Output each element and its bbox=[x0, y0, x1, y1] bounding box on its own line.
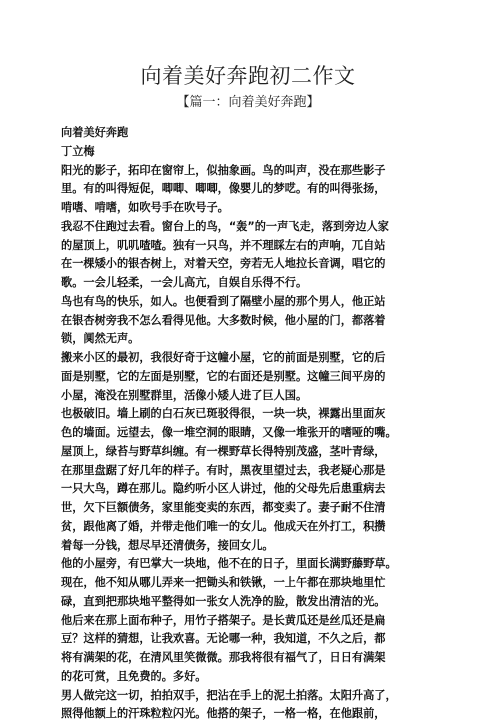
body-line: 着每一分钱，想尽早还清债务，接回女儿。 bbox=[61, 538, 274, 552]
body-line: 现在，他不知从哪儿弄来一把锄头和铁锹，一上午都在那块地里忙 bbox=[61, 576, 386, 589]
document-subtitle: 【篇一：向着美好奔跑】 bbox=[176, 95, 320, 110]
body-line: 色的墙面。远望去，像一堆空洞的眼睛，又像一堆张开的嗜哑的嘴。 bbox=[61, 426, 397, 439]
body-line: 豆？这样的猜想，让我欢喜。无论哪一种，我知道，不久之后，都 bbox=[61, 632, 386, 646]
body-line: 的屋顶上，叽叽喳喳。独有一只鸟，并不理睬左右的声响，兀自站 bbox=[61, 238, 386, 252]
document-body bbox=[61, 124, 441, 724]
body-line: 碌，直到把那块地平整得如一张女人洗净的脸，散发出清洁的光。 bbox=[61, 594, 386, 608]
body-line: 也极破旧。墙上刷的白石灰已斑驳得很，一块一块，裸露出里面灰 bbox=[61, 407, 386, 421]
body-line: 小屋，淹没在别墅群里，活像小矮人进了巨人国。 bbox=[61, 388, 308, 402]
body-line: 搬来小区的最初，我很好奇于这幢小屋，它的前面是别墅，它的后 bbox=[61, 351, 386, 364]
body-line: 我忍不住跑过去看。窗台上的鸟，“轰”的一声飞走，落到旁边人家 bbox=[61, 219, 389, 233]
body-line: 鸟也有鸟的快乐，如人。也便看到了隔壁小屋的那个男人，他正站 bbox=[61, 294, 386, 308]
body-line: 在一棵矮小的银杏树上，对着天空，旁若无人地拉长音调，唱它的 bbox=[61, 257, 386, 271]
body-line: 里。有的叫得短促，唧唧、唧唧，像婴儿的梦呓。有的叫得张扬， bbox=[61, 182, 386, 196]
body-line: 丁立梅 bbox=[61, 144, 95, 158]
body-line: 一只大鸟，蹲在那儿。隐约听小区人讲过，他的父母先后患重病去 bbox=[61, 482, 386, 496]
body-line: 将有满架的花，在清风里笑微微。那我将很有福气了，日日有满架 bbox=[61, 651, 386, 664]
body-line: 在银杏树旁我不怎么看得见他。大多数时候，他小屋的门，都落着 bbox=[61, 313, 386, 327]
body-line: 面是别墅，它的左面是别墅，它的右面还是别墅。这幢三间平房的 bbox=[61, 369, 386, 383]
body-line: 屋顶上，绿苔与野草纠缠。有一棵野草长得特别茂盛，茎叶青绿， bbox=[61, 444, 386, 458]
body-line: 他后来在那上面布种子，用竹子搭架子。是长黄瓜还是丝瓜还是扁 bbox=[61, 613, 386, 627]
body-line: 在那里盘踞了好几年的样子。有时，黑夜里望过去，我老疑心那是 bbox=[61, 463, 386, 477]
body-line: 他的小屋旁，有巴掌大一块地，他不在的日子，里面长满野藤野草。 bbox=[61, 557, 397, 571]
body-line: 贫，跟他离了婚，并带走他们唯一的女儿。他成天在外打工，积攒 bbox=[61, 519, 386, 533]
body-line: 锁，阒然无声。 bbox=[61, 332, 140, 346]
body-line: 照得他额上的汗珠粒粒闪光。他搭的架子，一格一格，在他跟前， bbox=[61, 707, 386, 721]
body-line: 世，欠下巨额债务，家里能变卖的东西，都变卖了。妻子耐不住清 bbox=[61, 501, 386, 514]
body-line: 向着美好奔跑 bbox=[61, 126, 129, 139]
document-title: 向着美好奔跑初二作文 bbox=[140, 64, 356, 88]
body-line: 男人做完这一切，拍拍双手，把沾在手上的泥土拍落。太阳升高了， bbox=[61, 688, 397, 702]
body-line: 的花可赏，且免费的。多好。 bbox=[61, 669, 207, 683]
body-line: 歌。一会儿轻柔，一会儿高亢，自娱自乐得不行。 bbox=[61, 276, 308, 289]
body-line: 阳光的影子，拓印在窗帘上，似抽象画。鸟的叫声，没在那些影子 bbox=[61, 163, 386, 177]
body-line: 啃嗜、啃嗜，如吹号手在吹号子。 bbox=[61, 201, 229, 214]
